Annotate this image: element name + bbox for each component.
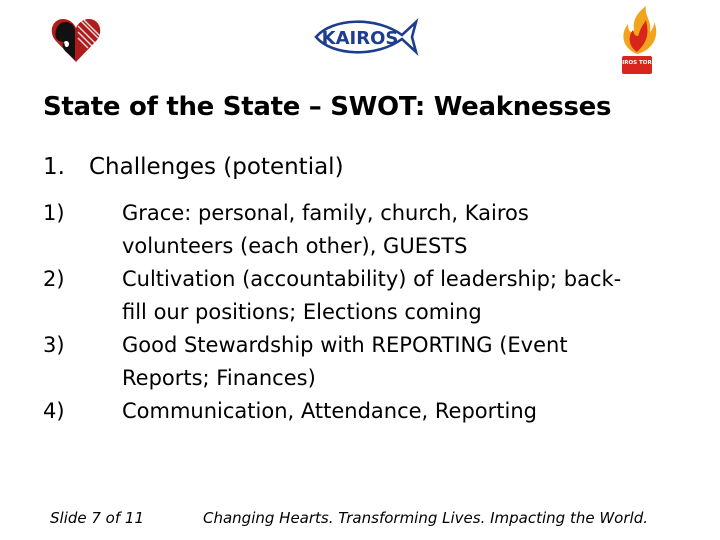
torch-logo-text: KAIROS TORCH (614, 60, 660, 66)
list-item-number: 2) (43, 267, 65, 291)
challenges-list (43, 197, 683, 428)
section-heading (43, 154, 344, 180)
list-item (43, 263, 683, 329)
list-item-text: Grace: personal, family, church, Kairos volunteers (each other), GUESTS (122, 201, 529, 258)
list-item-text: Cultivation (accountability) of leadership; back- fill our positions; Elections coming (122, 267, 622, 324)
kairos-logo-text: KAIROS (321, 28, 399, 49)
kairos-torch-logo-icon (614, 4, 660, 76)
kairos-fish-logo-icon (312, 14, 420, 60)
list-item (43, 395, 683, 428)
footer-tagline: Changing Hearts. Transforming Lives. Impacting the World. (203, 509, 648, 527)
slide-number: Slide 7 of 11 (50, 509, 144, 527)
list-item-number: 4) (43, 399, 65, 423)
list-item-number: 1) (43, 201, 65, 225)
list-item-number: 3) (43, 333, 65, 357)
slide-title: State of the State – SWOT: Weaknesses (43, 92, 612, 122)
heart-profile-logo-icon (50, 16, 102, 64)
section-number: 1. (43, 154, 65, 180)
list-item (43, 329, 683, 395)
list-item (43, 197, 683, 263)
section-label: Challenges (potential) (89, 154, 344, 180)
list-item-text: Communication, Attendance, Reporting (122, 399, 537, 423)
list-item-text: Good Stewardship with REPORTING (Event Reports; Finances) (122, 333, 568, 390)
